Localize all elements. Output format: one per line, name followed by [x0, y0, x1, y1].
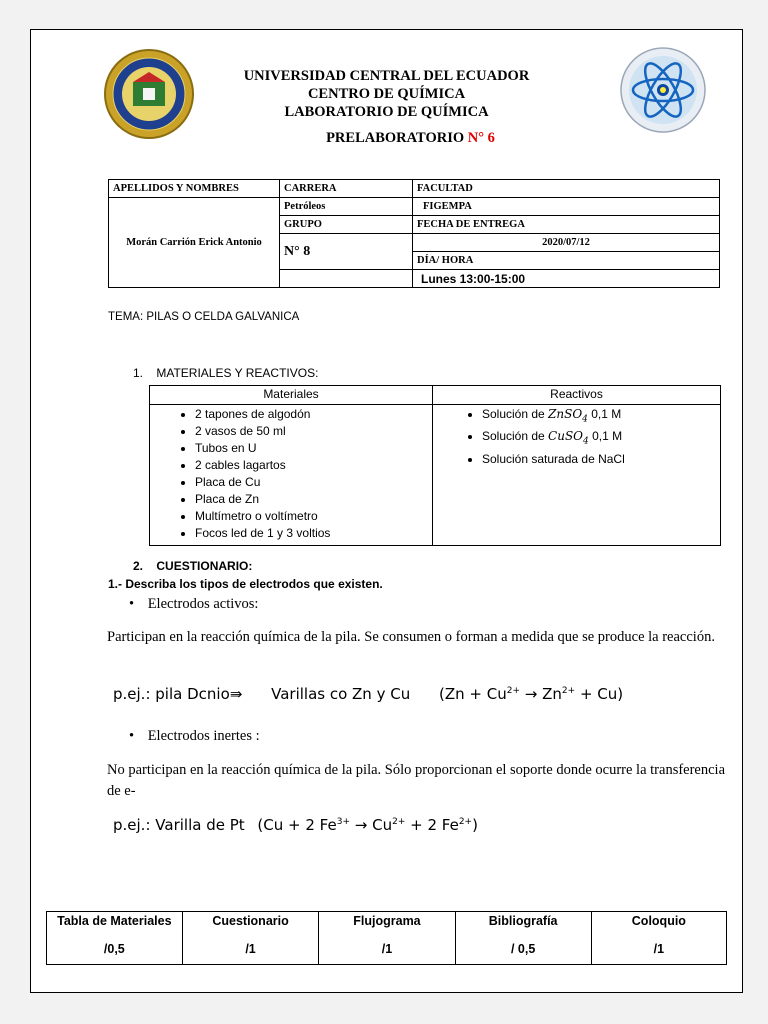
header-facultad: FACULTAD	[413, 180, 720, 198]
materials-list	[151, 406, 431, 542]
reagent-formula	[548, 429, 589, 447]
inert-electrodes-paragraph: No participan en la reacción química de la pila. Sólo proporcionan el soporte donde ocurre la transferencia de e-	[107, 762, 726, 799]
material-item: • Focos led de 1 y 3 voltios	[195, 525, 431, 542]
bullet-dot-icon: •	[129, 728, 135, 744]
reagent-formula	[548, 407, 588, 425]
question-1: 1.- Describa los tipos de electrodos que existen.	[108, 577, 383, 591]
grade-header: Coloquio	[631, 914, 686, 928]
section1-title: MATERIALES Y REACTIVOS:	[156, 366, 319, 380]
header-grupo: GRUPO	[280, 216, 413, 234]
section2-title: CUESTIONARIO:	[156, 559, 253, 573]
grade-value: /1	[653, 942, 665, 956]
header-carrera: CARRERA	[280, 180, 413, 198]
reagents-list	[434, 406, 719, 468]
active-electrodes-paragraph: Participan en la reacción química de la pila. Se consumen o forman a medida que se produce la reacción.	[107, 629, 715, 645]
eq-superscript: 3+	[336, 817, 350, 827]
prelab-number: N° 6	[467, 130, 495, 146]
dia-hora-value: Lunes 13:00-15:00	[413, 270, 720, 288]
prelab-title	[55, 130, 766, 147]
eq-part: → Zn	[520, 685, 562, 703]
document-page	[30, 29, 743, 993]
grade-header: Cuestionario	[212, 914, 289, 928]
grupo-value: N° 8	[280, 234, 413, 270]
grade-cell-coloquio	[591, 912, 726, 965]
eq-part: + 2 Fe	[405, 816, 459, 834]
grade-value: / 0,5	[510, 942, 536, 956]
bullet-text: Electrodos inertes :	[147, 728, 260, 744]
eq-superscript: 2+	[561, 686, 576, 696]
eq-superscript: 2+	[506, 686, 521, 696]
reagents-column-header: Reactivos	[433, 386, 721, 405]
grading-table	[46, 911, 727, 965]
grade-value: /1	[381, 942, 393, 956]
bullet-text: Electrodos activos:	[147, 596, 259, 612]
university-name: UNIVERSIDAD CENTRAL DEL ECUADOR	[243, 68, 530, 84]
eq1-middle: Varillas co Zn y Cu	[271, 685, 411, 703]
reagent-item: • Solución saturada de NaCl	[482, 451, 719, 468]
material-item: • Multímetro o voltímetro	[195, 508, 431, 525]
eq1-label: p.ej.: pila Dcnio	[113, 685, 230, 703]
eq2-reaction	[257, 816, 478, 834]
chemistry-center-name: CENTRO DE QUÍMICA	[307, 86, 466, 102]
section1-heading	[133, 366, 318, 380]
student-info-table	[108, 179, 720, 288]
eq1-reaction	[439, 685, 623, 703]
grade-header: Bibliografía	[488, 914, 558, 928]
section1-number: 1.	[133, 366, 144, 380]
example-equation-2	[113, 816, 478, 834]
eq2-label: p.ej.: Varilla de Pt	[113, 816, 245, 834]
eq-part: (Zn + Cu	[439, 685, 507, 703]
eq-superscript: 2+	[392, 817, 406, 827]
fecha-value: 2020/07/12	[413, 234, 720, 252]
eq-part: → Cu	[350, 816, 393, 834]
grade-cell-cuestionario	[182, 912, 319, 965]
grade-cell-bibliografia	[455, 912, 591, 965]
bullet-dot-icon: •	[129, 596, 135, 612]
material-item: • Placa de Zn	[195, 491, 431, 508]
reagent-concentration: 0,1 M	[588, 429, 623, 444]
formula-subscript: 4	[583, 436, 589, 447]
reagents-cell	[433, 405, 721, 546]
reagent-item	[482, 428, 719, 450]
header-names: APELLIDOS Y NOMBRES	[109, 180, 280, 198]
eq-superscript: 2+	[458, 817, 473, 827]
material-item: • 2 cables lagartos	[195, 457, 431, 474]
double-arrow-icon: ⇛	[229, 685, 243, 703]
materials-reagents-table	[149, 385, 721, 546]
reagent-item	[482, 406, 719, 428]
header-dia-hora: DÍA/ HORA	[413, 252, 720, 270]
grupo-empty-cell	[280, 270, 413, 288]
section2-heading	[133, 559, 252, 573]
reagent-text: Solución de	[482, 407, 549, 421]
grade-value: /1	[245, 942, 256, 956]
reagent-concentration: 0,1 M	[587, 407, 622, 421]
section2-number: 2.	[133, 559, 144, 573]
topic-title: TEMA: PILAS O CELDA GALVANICA	[108, 311, 300, 323]
laboratory-name: LABORATORIO DE QUÍMICA	[284, 104, 489, 120]
material-item: • 2 vasos de 50 ml	[195, 423, 431, 440]
grade-header: Tabla de Materiales	[57, 914, 172, 928]
formula-text: CuSO	[548, 429, 584, 444]
student-name: Morán Carrión Erick Antonio	[109, 198, 280, 288]
grade-cell-materials	[47, 912, 183, 965]
formula-subscript: 4	[582, 414, 588, 425]
header-fecha-entrega: FECHA DE ENTREGA	[413, 216, 720, 234]
formula-text: ZnSO	[548, 407, 583, 421]
materials-column-header: Materiales	[150, 386, 433, 405]
prelab-label: PRELABORATORIO	[326, 130, 465, 146]
materials-cell	[150, 405, 433, 546]
grade-header: Flujograma	[353, 914, 421, 928]
bullet-active-electrodes	[129, 596, 258, 613]
carrera-value: Petróleos	[280, 198, 413, 216]
material-item: • Placa de Cu	[195, 474, 431, 491]
eq-part: )	[472, 816, 478, 834]
grade-cell-flujograma	[319, 912, 455, 965]
facultad-value: FIGEMPA	[413, 198, 720, 216]
grade-value: /0,5	[103, 942, 125, 956]
material-item: • Tubos en U	[195, 440, 431, 457]
material-item: • 2 tapones de algodón	[195, 406, 431, 423]
example-equation-1	[113, 685, 623, 703]
eq-part: (Cu + 2 Fe	[257, 816, 337, 834]
reagent-text: Solución de	[482, 429, 549, 444]
eq-part: + Cu)	[575, 685, 624, 703]
bullet-inert-electrodes	[129, 728, 260, 745]
